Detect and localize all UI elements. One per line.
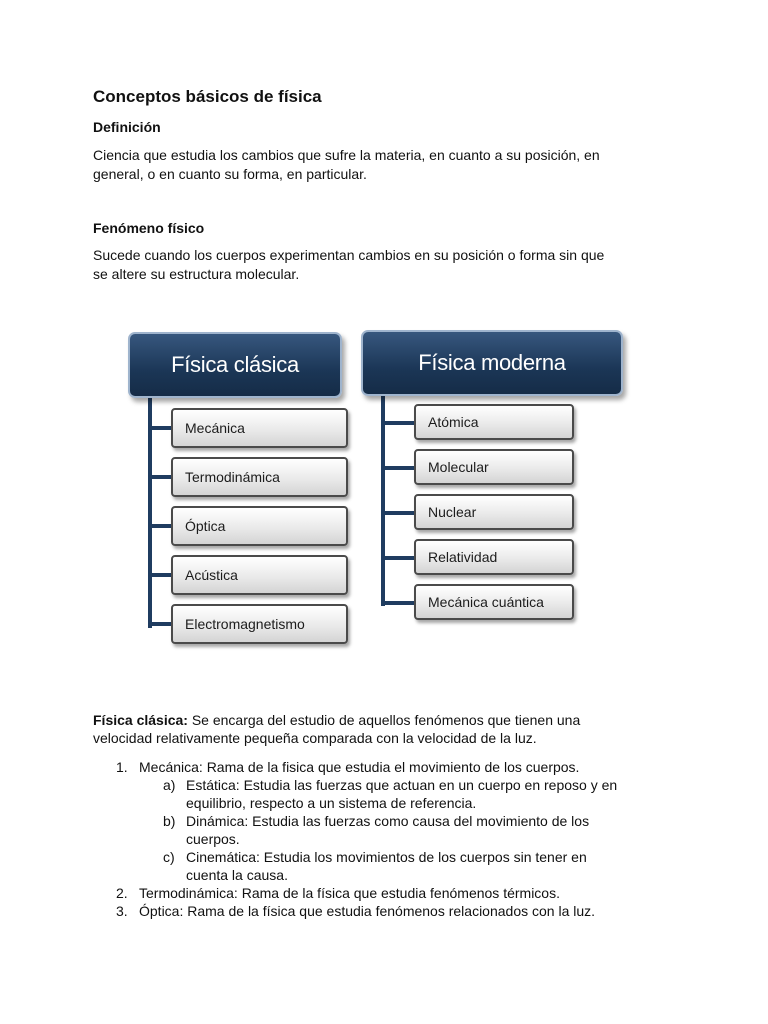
classical-item-electromagnetismo: Electromagnetismo [171, 604, 348, 644]
modern-physics-header: Física moderna [361, 330, 623, 396]
modern-connector-vertical [381, 394, 385, 606]
modern-connector-1 [381, 421, 415, 425]
modern-item-molecular: Molecular [414, 449, 574, 485]
classical-item-mecanica: Mecánica [171, 408, 348, 448]
sublist-c-line-1: Cinemática: Estudia los movimientos de los cuerpos sin tener en [186, 849, 587, 865]
sublist-a-line-1: Estática: Estudia las fuerzas que actuan en un cuerpo en reposo y en [186, 777, 618, 793]
modern-connector-2 [381, 466, 415, 470]
list-item-1-text: Mecánica: Rama de la fisica que estudia el movimiento de los cuerpos. [139, 759, 580, 775]
classical-section-line-1 [93, 711, 580, 729]
sublist-b-line-1: Dinámica: Estudia las fuerzas como causa del movimiento de los [186, 813, 590, 829]
modern-connector-3 [381, 511, 415, 515]
modern-connector-4 [381, 556, 415, 560]
phenomenon-text [93, 246, 693, 284]
classical-item-optica: Óptica [171, 506, 348, 546]
classical-connector-2 [148, 475, 172, 479]
classical-section-text: Se encarga del estudio de aquellos fenómenos que tienen una [187, 712, 581, 728]
definition-heading: Definición [93, 119, 161, 135]
classical-connector-5 [148, 622, 172, 626]
sublist-c-line-2: cuenta la causa. [186, 867, 288, 883]
sublist-c-marker: c) [163, 849, 175, 865]
physics-branches-diagram [128, 330, 628, 655]
classical-connector-1 [148, 426, 172, 430]
definition-line-2: general, o en cuanto su forma, en particular. [93, 166, 367, 182]
definition-text [93, 146, 693, 184]
sublist-b-line-2: cuerpos. [186, 831, 240, 847]
modern-item-nuclear: Nuclear [414, 494, 574, 530]
classical-section-label: Física clásica: [93, 712, 188, 728]
page-title: Conceptos básicos de física [93, 87, 322, 106]
sublist-b-marker: b) [163, 813, 176, 829]
modern-item-relatividad: Relatividad [414, 539, 574, 575]
phenomenon-line-1: Sucede cuando los cuerpos experimentan cambios en su posición o forma sin que [93, 247, 605, 263]
classical-physics-header: Física clásica [128, 332, 342, 398]
modern-item-atomica: Atómica [414, 404, 574, 440]
classical-connector-vertical [148, 396, 152, 628]
definition-line-1: Ciencia que estudia los cambios que sufre la materia, en cuanto a su posición, en [93, 147, 600, 163]
phenomenon-line-2: se altere su estructura molecular. [93, 266, 300, 282]
classical-connector-3 [148, 524, 172, 528]
modern-item-mecanica-cuantica: Mecánica cuántica [414, 584, 574, 620]
modern-connector-5 [381, 601, 415, 605]
classical-item-acustica: Acústica [171, 555, 348, 595]
list-item-3-number: 3. [116, 903, 128, 919]
sublist-a-line-2: equilibrio, respecto a un sistema de referencia. [186, 795, 477, 811]
classical-item-termodinamica: Termodinámica [171, 457, 348, 497]
classical-section-line-2: velocidad relativamente pequeña comparada con la velocidad de la luz. [93, 730, 537, 746]
classical-connector-4 [148, 573, 172, 577]
sublist-a-marker: a) [163, 777, 176, 793]
list-item-1-number: 1. [116, 759, 128, 775]
list-item-2-number: 2. [116, 885, 128, 901]
list-item-2-text: Termodinámica: Rama de la física que estudia fenómenos térmicos. [139, 885, 560, 901]
list-item-3-text: Óptica: Rama de la física que estudia fenómenos relacionados con la luz. [139, 903, 596, 919]
phenomenon-heading: Fenómeno físico [93, 220, 205, 236]
